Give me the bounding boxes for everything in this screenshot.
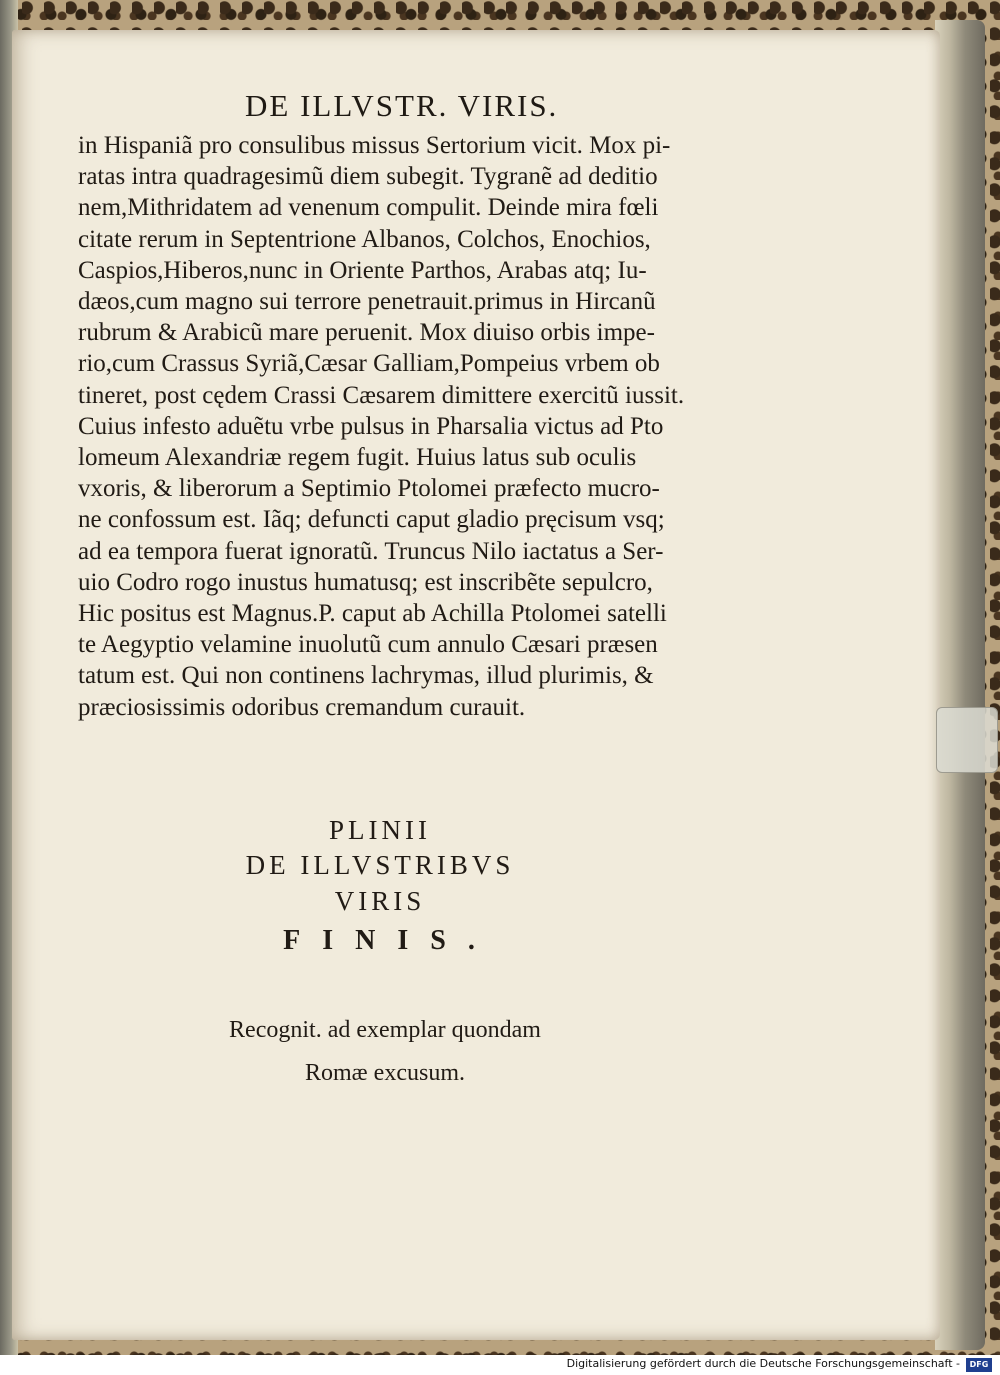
text-line: Hic positus est Magnus.P. caput ab Achilla Ptolomei satelli [78,600,667,628]
text-line: tatum est. Qui non continens lachrymas, illud plurimis, & [78,662,654,690]
text-line: vxoris, & liberorum a Septimio Ptolomei præfecto mucro- [78,475,660,503]
text-line: Cuius infesto aduẽtu vrbe pulsus in Pharsalia victus ad Pto [78,412,664,440]
text-line: ne confossum est. Iãq; defuncti caput gladio pręcisum vsq; [78,506,665,534]
imprint-line-2: Romæ excusum. [305,1060,465,1086]
text-line: rubrum & Arabicũ mare peruenit. Mox diuiso orbis impe- [78,319,655,347]
text-line: rio,cum Crassus Syriã,Cæsar Galliam,Pompeius vrbem ob [78,350,660,378]
colophon-author: PLINII [329,815,431,845]
text-line: citate rerum in Septentrione Albanos, Colchos, Enochios, [78,225,651,253]
running-head: DE ILLVSTR. VIRIS. [245,88,559,123]
text-line: Caspios,Hiberos,nunc in Oriente Parthos, Arabas atq; Iu- [78,256,647,284]
text-line: præciosissimis odoribus cremandum curauit. [78,693,526,721]
text-line: in Hispaniã pro consulibus missus Sertorium vicit. Mox pi- [78,132,671,159]
text-line: ad ea tempora fuerat ignoratũ. Truncus Nilo iactatus a Ser- [78,537,664,565]
text-line: tineret, post cędem Crassi Cæsarem dimittere exercitũ iussit. [78,381,685,409]
footer-bar [0,1355,1000,1375]
imprint-line-1: Recognit. ad exemplar quondam [229,1017,541,1043]
colophon-title-2: VIRIS [334,886,426,916]
text-line: dæos,cum magno sui terrore penetrauit.primus in Hircanũ [78,288,656,316]
page-tab-marker [936,707,998,773]
text-line: uio Codro rogo inustus humatusq; est inscribẽte sepulcro, [78,568,653,596]
text-line: lomeum Alexandriæ regem fugit. Huius latus sub oculis [78,444,637,472]
colophon-title: DE ILLVSTRIBVS [245,850,515,880]
text-line: nem,Mithridatem ad venenum compulit. Deinde mira fœli [78,194,659,222]
text-line: ratas intra quadragesimũ diem subegit. Tygranẽ ad deditio [78,163,658,191]
colophon-finis: FINIS. [283,925,497,956]
text-line: te Aegyptio velamine inuolutũ cum annulo Cæsari præsen [78,631,658,659]
dfg-logo: DFG [966,1358,992,1372]
body-text [78,130,738,723]
funding-credit: Digitalisierung gefördert durch die Deutsche Forschungsgemeinschaft - [566,1357,960,1370]
cover-board-edge [935,20,985,1350]
